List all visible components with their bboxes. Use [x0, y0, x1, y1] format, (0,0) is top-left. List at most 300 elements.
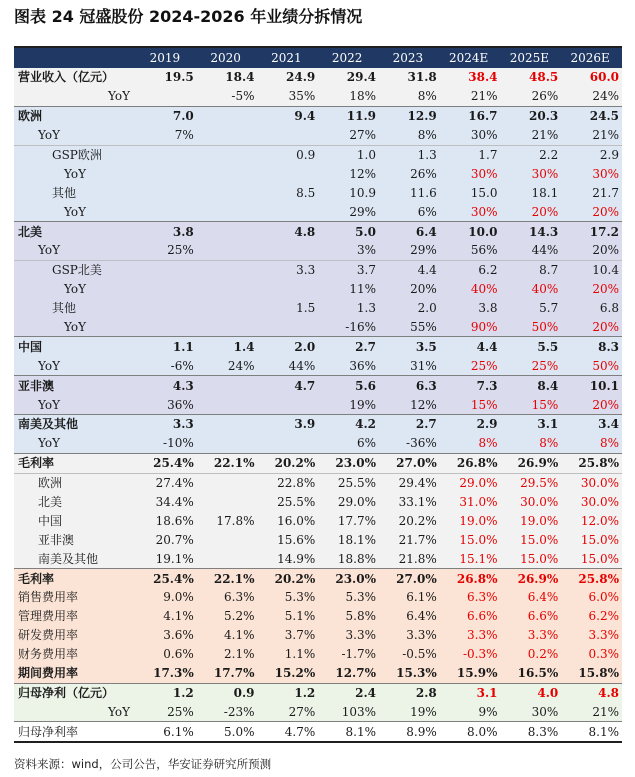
- table-row: [14, 493, 622, 512]
- table-cell: 8.5: [258, 183, 319, 202]
- table-cell: [136, 260, 197, 279]
- table-cell: 44%: [501, 241, 562, 260]
- table-cell: 1.1: [136, 337, 197, 356]
- table-cell: 4.0: [501, 683, 562, 702]
- table-cell: 20%: [561, 395, 622, 414]
- row-label: 营业收入（亿元）: [14, 68, 136, 87]
- table-cell: 36%: [318, 356, 379, 375]
- table-row: [14, 645, 622, 664]
- table-cell: 19%: [318, 395, 379, 414]
- table-cell: 1.5: [258, 299, 319, 318]
- table-cell: 3.3%: [318, 626, 379, 645]
- table-cell: 16.0%: [258, 511, 319, 530]
- table-cell: 20.2%: [379, 511, 440, 530]
- table-cell: 6.6%: [440, 607, 501, 626]
- row-label: 南美及其他: [14, 415, 136, 434]
- row-label: YoY: [14, 434, 136, 453]
- table-cell: [197, 145, 258, 164]
- table-cell: [258, 318, 319, 337]
- row-label: YoY: [14, 202, 136, 221]
- table-cell: 8.4: [501, 376, 562, 395]
- table-cell: 25.4%: [136, 569, 197, 588]
- table-cell: 29.0%: [318, 493, 379, 512]
- header-year: 2021: [258, 48, 319, 68]
- table-cell: 9%: [440, 702, 501, 721]
- table-cell: 23.0%: [318, 569, 379, 588]
- table-cell: 4.4: [379, 260, 440, 279]
- table-row: [14, 569, 622, 588]
- table-cell: 8%: [501, 434, 562, 453]
- table-row: [14, 376, 622, 395]
- table-cell: 26%: [379, 164, 440, 183]
- table-cell: 12.0%: [561, 511, 622, 530]
- table-cell: 30%: [440, 202, 501, 221]
- table-row: [14, 664, 622, 683]
- table-cell: 9.4: [258, 106, 319, 125]
- table-cell: 27.0%: [379, 569, 440, 588]
- table-cell: 25%: [501, 356, 562, 375]
- table-cell: 2.0: [258, 337, 319, 356]
- table-cell: 6.2: [440, 260, 501, 279]
- table-cell: 22.1%: [197, 453, 258, 473]
- table-cell: 20%: [561, 241, 622, 260]
- table-cell: 15.0: [440, 183, 501, 202]
- table-cell: 6%: [318, 434, 379, 453]
- table-cell: [197, 549, 258, 568]
- table-cell: 11%: [318, 280, 379, 299]
- table-cell: 5.3%: [318, 588, 379, 607]
- table-cell: [197, 493, 258, 512]
- table-cell: 4.8: [258, 222, 319, 241]
- table-row: [14, 356, 622, 375]
- row-label: 欧洲: [14, 473, 136, 492]
- figure-title: 图表 24 冠盛股份 2024-2026 年业绩分拆情况: [14, 7, 363, 26]
- row-label: 亚非澳: [14, 376, 136, 395]
- table-cell: [136, 145, 197, 164]
- table-cell: 6%: [379, 202, 440, 221]
- table-cell: 60.0: [561, 68, 622, 87]
- row-label: YoY: [14, 280, 136, 299]
- table-cell: 15.1%: [440, 549, 501, 568]
- table-cell: 6.3: [379, 376, 440, 395]
- table-cell: 4.1%: [197, 626, 258, 645]
- row-label: GSP北美: [14, 260, 136, 279]
- table-row: [14, 702, 622, 721]
- table-cell: [197, 318, 258, 337]
- table-cell: 25.4%: [136, 453, 197, 473]
- table-row: [14, 241, 622, 260]
- table-cell: 29.5%: [501, 473, 562, 492]
- table-cell: 31.8: [379, 68, 440, 87]
- table-cell: 1.3: [318, 299, 379, 318]
- table-cell: 15.8%: [561, 664, 622, 683]
- table-cell: 27%: [258, 702, 319, 721]
- table-cell: 17.7%: [318, 511, 379, 530]
- source-note: 资料来源：wind，公司公告，华安证券研究所预测: [14, 757, 272, 771]
- table-cell: 12.9: [379, 106, 440, 125]
- table-cell: 40%: [440, 280, 501, 299]
- table-cell: 5.2%: [197, 607, 258, 626]
- table-cell: 21%: [561, 702, 622, 721]
- table-cell: [258, 280, 319, 299]
- table-cell: 8.0%: [440, 722, 501, 742]
- table-cell: 26.9%: [501, 453, 562, 473]
- table-cell: 38.4: [440, 68, 501, 87]
- table-cell: [258, 395, 319, 414]
- table-row: [14, 145, 622, 164]
- table-cell: 25%: [136, 241, 197, 260]
- table-cell: 2.8: [379, 683, 440, 702]
- table-cell: 3.7%: [258, 626, 319, 645]
- table-cell: 1.2: [258, 683, 319, 702]
- forecast-table: [14, 48, 622, 743]
- table-cell: 1.4: [197, 337, 258, 356]
- table-cell: 15.0%: [501, 530, 562, 549]
- header-year: 2024E: [440, 48, 501, 68]
- table-cell: 3.3%: [501, 626, 562, 645]
- row-label: YoY: [14, 356, 136, 375]
- table-cell: 11.9: [318, 106, 379, 125]
- table-cell: [197, 260, 258, 279]
- table-cell: 90%: [440, 318, 501, 337]
- table-cell: 1.7: [440, 145, 501, 164]
- table-cell: 6.6%: [501, 607, 562, 626]
- table-cell: 19.1%: [136, 549, 197, 568]
- row-label: YoY: [14, 395, 136, 414]
- table-cell: 50%: [561, 356, 622, 375]
- table-cell: 8.3%: [501, 722, 562, 742]
- table-cell: 3.3: [136, 415, 197, 434]
- table-cell: [197, 280, 258, 299]
- table-cell: 8.7: [501, 260, 562, 279]
- table-cell: 18.8%: [318, 549, 379, 568]
- table-cell: 21.8%: [379, 549, 440, 568]
- table-cell: 15.0%: [561, 530, 622, 549]
- row-label: YoY: [14, 702, 136, 721]
- header-year: 2023: [379, 48, 440, 68]
- table-cell: 18.1: [501, 183, 562, 202]
- table-cell: 103%: [318, 702, 379, 721]
- table-cell: 3.3%: [440, 626, 501, 645]
- table-cell: 1.1%: [258, 645, 319, 664]
- table-cell: 25.8%: [561, 453, 622, 473]
- table-cell: 25.5%: [318, 473, 379, 492]
- row-label: YoY: [14, 241, 136, 260]
- table-cell: 2.0: [379, 299, 440, 318]
- table-cell: 30%: [440, 126, 501, 145]
- table-cell: 15.2%: [258, 664, 319, 683]
- row-label: 其他: [14, 183, 136, 202]
- row-label: 北美: [14, 222, 136, 241]
- table-cell: 29%: [379, 241, 440, 260]
- table-cell: 15%: [440, 395, 501, 414]
- header-row: [14, 48, 622, 68]
- row-label: YoY: [14, 87, 136, 106]
- table-cell: 6.0%: [561, 588, 622, 607]
- table-cell: [197, 299, 258, 318]
- table-cell: 5.3%: [258, 588, 319, 607]
- table-cell: 18.4: [197, 68, 258, 87]
- table-cell: 27.0%: [379, 453, 440, 473]
- row-label: GSP欧洲: [14, 145, 136, 164]
- table-row: [14, 626, 622, 645]
- table-cell: 21.7: [561, 183, 622, 202]
- table-cell: 20.2%: [258, 569, 319, 588]
- table-cell: 3.6%: [136, 626, 197, 645]
- header-year: 2022: [318, 48, 379, 68]
- table-cell: 20.2%: [258, 453, 319, 473]
- table-cell: 29.4: [318, 68, 379, 87]
- row-label: 中国: [14, 337, 136, 356]
- table-cell: 30.0%: [561, 493, 622, 512]
- table-cell: 15.6%: [258, 530, 319, 549]
- table-cell: [258, 126, 319, 145]
- table-cell: -23%: [197, 702, 258, 721]
- table-cell: 35%: [258, 87, 319, 106]
- table-cell: 3.8: [136, 222, 197, 241]
- table-row: [14, 260, 622, 279]
- table-cell: 21%: [561, 126, 622, 145]
- table-row: [14, 126, 622, 145]
- table-cell: 4.7%: [258, 722, 319, 742]
- table-cell: 25.8%: [561, 569, 622, 588]
- table-cell: 8.3: [561, 337, 622, 356]
- table-row: [14, 453, 622, 473]
- table-cell: 4.3: [136, 376, 197, 395]
- table-cell: 30%: [561, 164, 622, 183]
- table-cell: 26%: [501, 87, 562, 106]
- table-cell: 19.0%: [501, 511, 562, 530]
- table-cell: 12%: [318, 164, 379, 183]
- table-cell: 3.8: [440, 299, 501, 318]
- table-cell: [136, 183, 197, 202]
- table-cell: 50%: [501, 318, 562, 337]
- table-cell: 0.6%: [136, 645, 197, 664]
- table-cell: 12.7%: [318, 664, 379, 683]
- table-cell: 3.1: [501, 415, 562, 434]
- table-cell: 20%: [501, 202, 562, 221]
- table-cell: 8%: [379, 126, 440, 145]
- table-cell: 24.5: [561, 106, 622, 125]
- table-cell: 2.9: [440, 415, 501, 434]
- table-cell: 4.8: [561, 683, 622, 702]
- table-cell: 14.3: [501, 222, 562, 241]
- table-cell: 29.0%: [440, 473, 501, 492]
- table-cell: [197, 434, 258, 453]
- table-cell: [197, 241, 258, 260]
- table-cell: 22.8%: [258, 473, 319, 492]
- table-cell: -1.7%: [318, 645, 379, 664]
- table-cell: [197, 530, 258, 549]
- table-cell: [197, 106, 258, 125]
- table-row: [14, 222, 622, 241]
- table-cell: 25%: [440, 356, 501, 375]
- table-cell: 30%: [440, 164, 501, 183]
- table-cell: 48.5: [501, 68, 562, 87]
- table-cell: 8.1%: [318, 722, 379, 742]
- table-cell: 29%: [318, 202, 379, 221]
- table-cell: 20%: [561, 318, 622, 337]
- table-cell: 6.2%: [561, 607, 622, 626]
- table-cell: 4.2: [318, 415, 379, 434]
- table-cell: 27%: [318, 126, 379, 145]
- table-cell: 18%: [318, 87, 379, 106]
- table-cell: [197, 415, 258, 434]
- table-cell: 25%: [136, 702, 197, 721]
- row-label: 归母净利（亿元）: [14, 683, 136, 702]
- table-cell: 20.7%: [136, 530, 197, 549]
- table-cell: 3.3%: [379, 626, 440, 645]
- table-cell: 21%: [440, 87, 501, 106]
- table-cell: [197, 473, 258, 492]
- table-cell: -6%: [136, 356, 197, 375]
- table-cell: 15%: [501, 395, 562, 414]
- table-cell: 3.1: [440, 683, 501, 702]
- table-cell: 26.9%: [501, 569, 562, 588]
- table-cell: 17.8%: [197, 511, 258, 530]
- row-label: 财务费用率: [14, 645, 136, 664]
- table-cell: 6.4%: [379, 607, 440, 626]
- table-row: [14, 683, 622, 702]
- table-cell: 6.1%: [379, 588, 440, 607]
- table-cell: 5.0: [318, 222, 379, 241]
- table-cell: 21.7%: [379, 530, 440, 549]
- table-row: [14, 202, 622, 221]
- table-cell: 0.9: [258, 145, 319, 164]
- table-row: [14, 473, 622, 492]
- table-cell: 10.1: [561, 376, 622, 395]
- table-cell: -16%: [318, 318, 379, 337]
- table-cell: 2.7: [379, 415, 440, 434]
- table-cell: [136, 318, 197, 337]
- table-cell: 20.3: [501, 106, 562, 125]
- table-cell: 27.4%: [136, 473, 197, 492]
- row-label: YoY: [14, 164, 136, 183]
- table-cell: 5.5: [501, 337, 562, 356]
- table-cell: 23.0%: [318, 453, 379, 473]
- table-cell: 3%: [318, 241, 379, 260]
- row-label: 管理费用率: [14, 607, 136, 626]
- row-label: 北美: [14, 493, 136, 512]
- table-cell: 3.7: [318, 260, 379, 279]
- table-cell: 5.0%: [197, 722, 258, 742]
- table-cell: 3.5: [379, 337, 440, 356]
- row-label: 南美及其他: [14, 549, 136, 568]
- table-row: [14, 164, 622, 183]
- table-cell: 30%: [501, 702, 562, 721]
- table-cell: 20%: [561, 202, 622, 221]
- table-cell: 7.0: [136, 106, 197, 125]
- table-row: [14, 722, 622, 742]
- table-cell: 6.3%: [440, 588, 501, 607]
- table-cell: 2.1%: [197, 645, 258, 664]
- table-cell: 4.7: [258, 376, 319, 395]
- table-row: [14, 68, 622, 87]
- table-cell: [258, 202, 319, 221]
- table-cell: 26.8%: [440, 453, 501, 473]
- table-cell: 8%: [440, 434, 501, 453]
- table-cell: 4.1%: [136, 607, 197, 626]
- table-cell: 16.5%: [501, 664, 562, 683]
- row-label: 期间费用率: [14, 664, 136, 683]
- table-cell: 18.6%: [136, 511, 197, 530]
- table-cell: [136, 280, 197, 299]
- table-row: [14, 549, 622, 568]
- header-year: 2019: [136, 48, 197, 68]
- table-cell: [136, 299, 197, 318]
- table-cell: 2.7: [318, 337, 379, 356]
- row-label: 欧洲: [14, 106, 136, 125]
- table-cell: 19%: [379, 702, 440, 721]
- table-cell: -36%: [379, 434, 440, 453]
- table-cell: 2.9: [561, 145, 622, 164]
- table-cell: 0.9: [197, 683, 258, 702]
- table-row: [14, 395, 622, 414]
- table-cell: 15.0%: [501, 549, 562, 568]
- table-cell: 8%: [379, 87, 440, 106]
- table-cell: 3.4: [561, 415, 622, 434]
- table-cell: 6.4: [379, 222, 440, 241]
- table-cell: 14.9%: [258, 549, 319, 568]
- row-label: 中国: [14, 511, 136, 530]
- table-row: [14, 318, 622, 337]
- table-cell: 19.0%: [440, 511, 501, 530]
- table-cell: 30.0%: [501, 493, 562, 512]
- row-label: 毛利率: [14, 569, 136, 588]
- table-cell: [197, 376, 258, 395]
- header-year: 2020: [197, 48, 258, 68]
- row-label: 研发费用率: [14, 626, 136, 645]
- table-row: [14, 87, 622, 106]
- table-cell: [197, 126, 258, 145]
- table-cell: 8.9%: [379, 722, 440, 742]
- table-row: [14, 337, 622, 356]
- table-row: [14, 511, 622, 530]
- table-cell: 22.1%: [197, 569, 258, 588]
- table-cell: [136, 164, 197, 183]
- table-cell: 29.4%: [379, 473, 440, 492]
- header-corner: [14, 48, 136, 68]
- table-cell: 25.5%: [258, 493, 319, 512]
- table-cell: 6.3%: [197, 588, 258, 607]
- table-cell: 31.0%: [440, 493, 501, 512]
- table-cell: 10.9: [318, 183, 379, 202]
- table-cell: 7.3: [440, 376, 501, 395]
- table-cell: 1.0: [318, 145, 379, 164]
- table-cell: 12%: [379, 395, 440, 414]
- row-label: 归母净利率: [14, 722, 136, 742]
- table-cell: 15.0%: [440, 530, 501, 549]
- table-cell: 44%: [258, 356, 319, 375]
- table-cell: 30.0%: [561, 473, 622, 492]
- header-year: 2025E: [501, 48, 562, 68]
- table-cell: 7%: [136, 126, 197, 145]
- table-cell: 16.7: [440, 106, 501, 125]
- table-cell: [197, 202, 258, 221]
- table-cell: 9.0%: [136, 588, 197, 607]
- table-cell: 10.4: [561, 260, 622, 279]
- table-cell: 0.2%: [501, 645, 562, 664]
- table-cell: 0.3%: [561, 645, 622, 664]
- table-cell: 56%: [440, 241, 501, 260]
- table-cell: 4.4: [440, 337, 501, 356]
- table-cell: 34.4%: [136, 493, 197, 512]
- table-cell: 26.8%: [440, 569, 501, 588]
- table-cell: 15.9%: [440, 664, 501, 683]
- table-cell: [258, 434, 319, 453]
- table-cell: 36%: [136, 395, 197, 414]
- table-cell: 17.2: [561, 222, 622, 241]
